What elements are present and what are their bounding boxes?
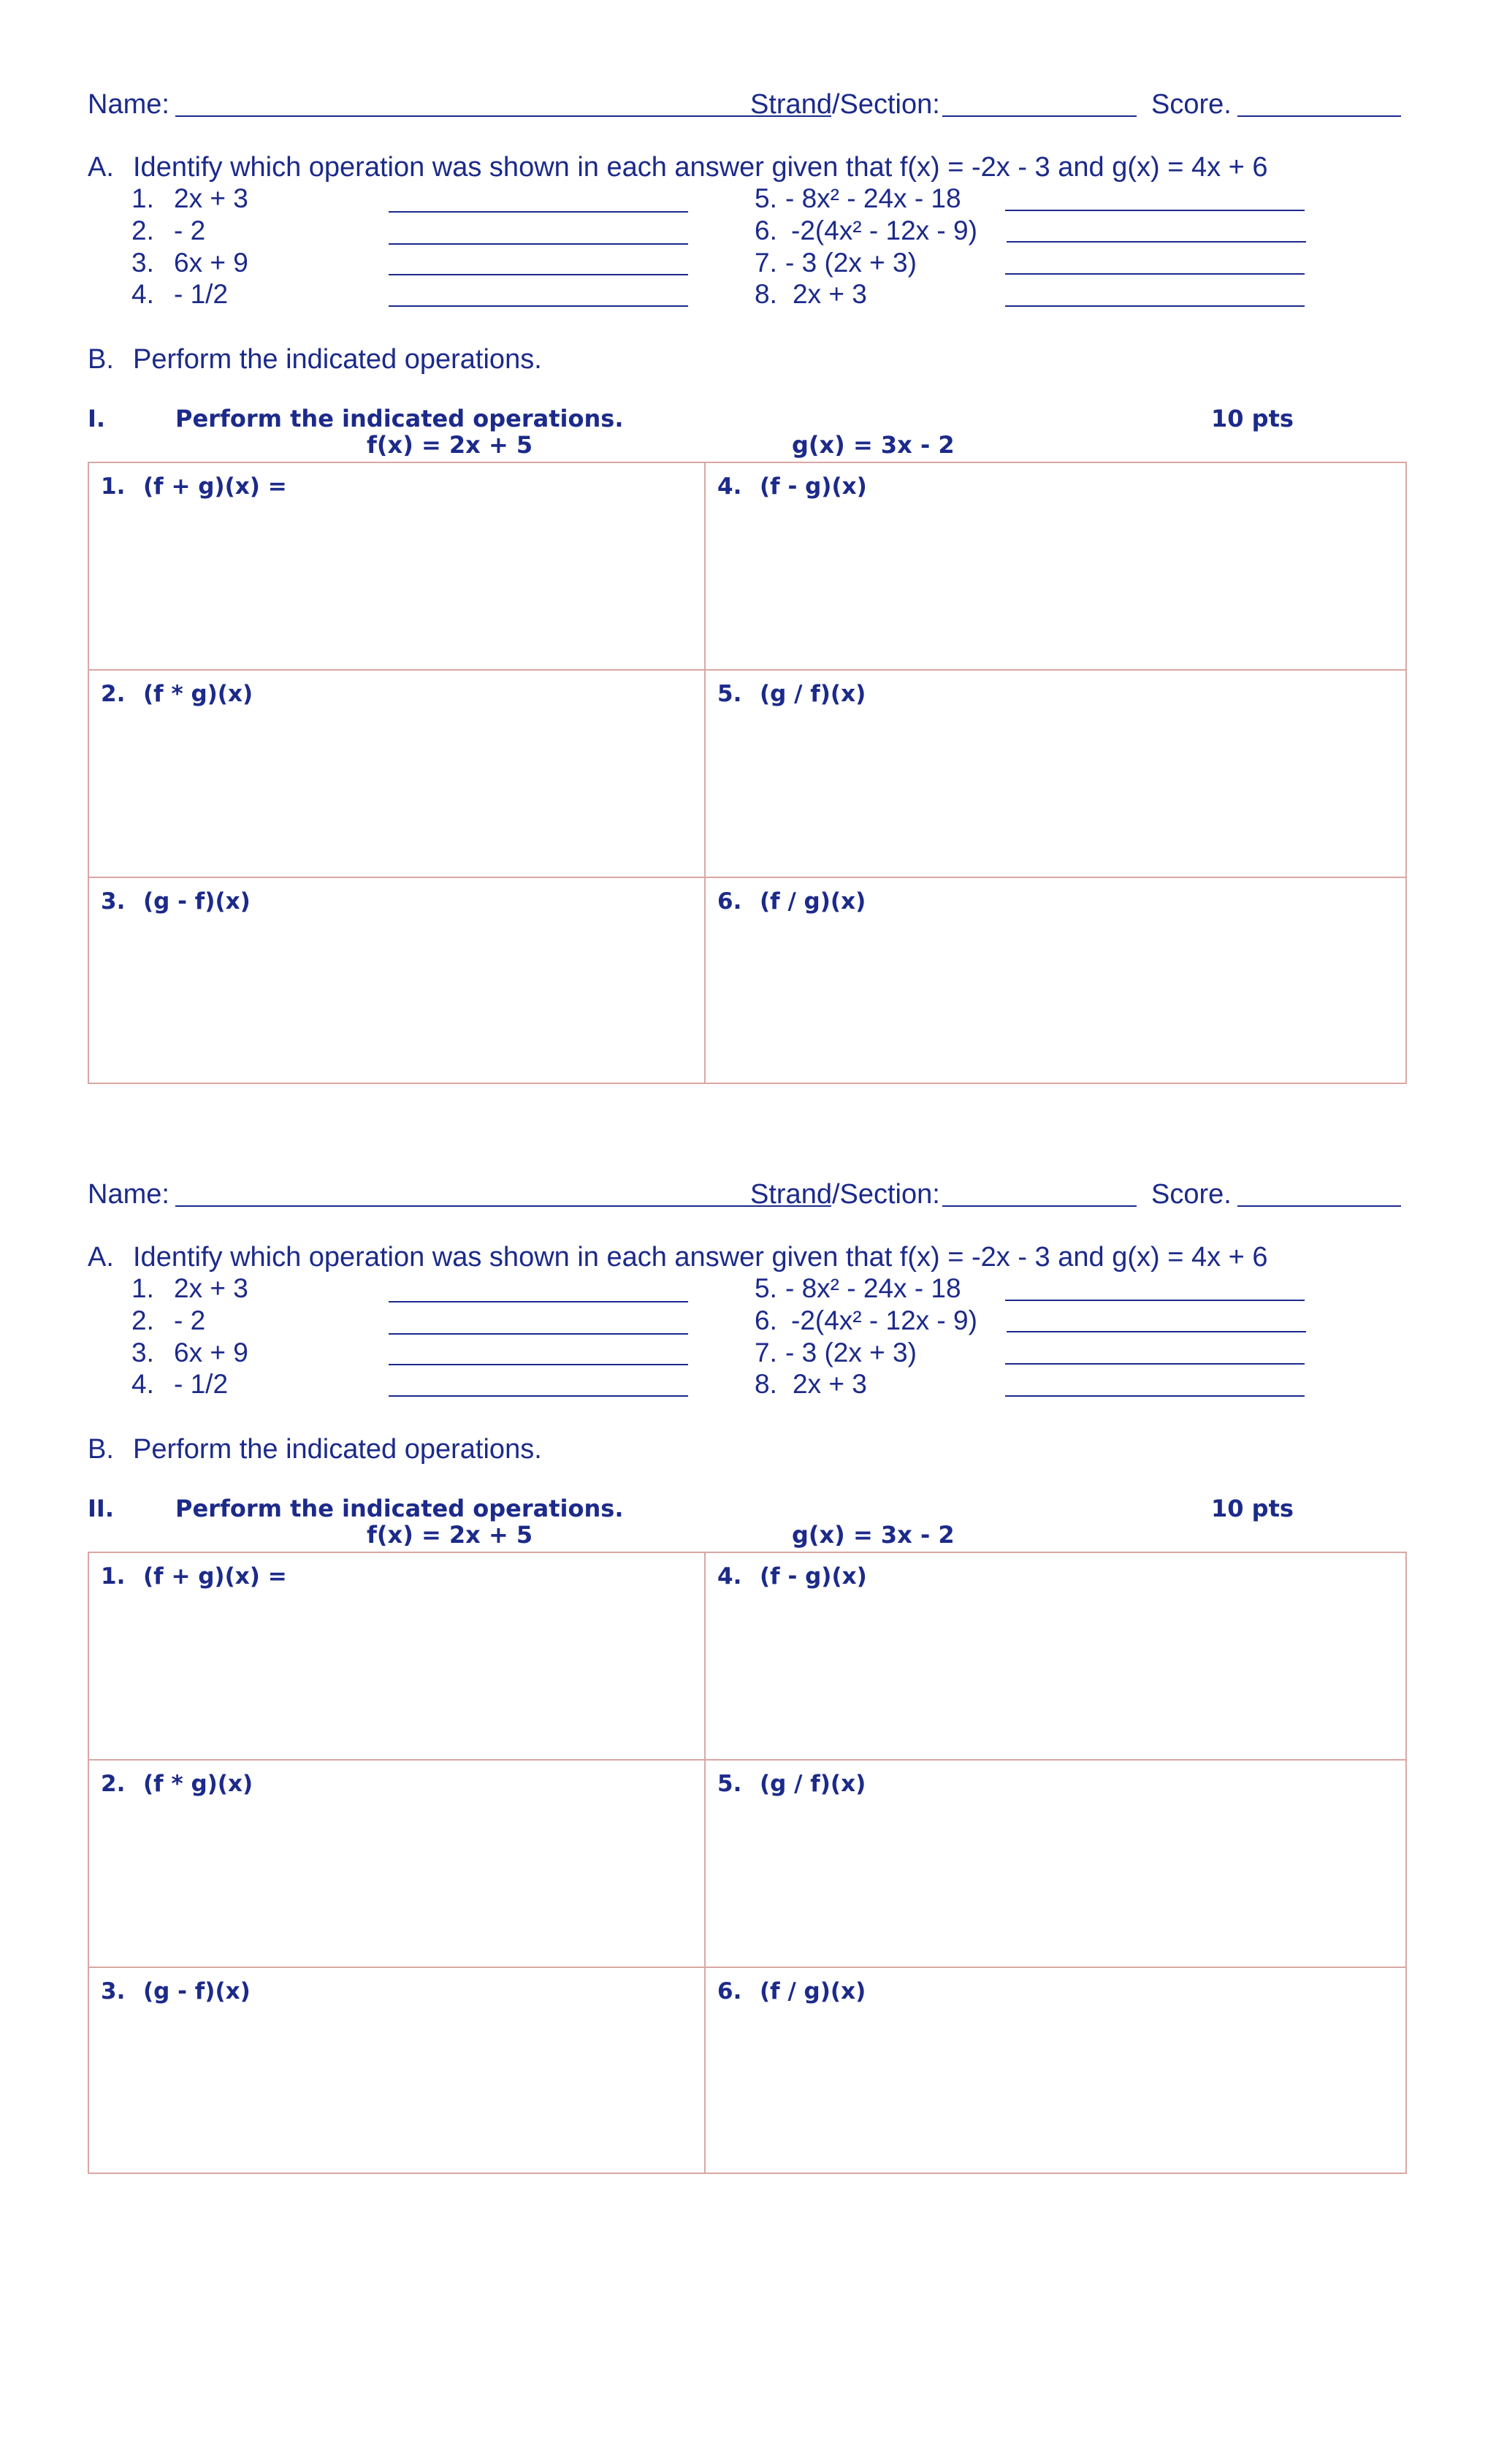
item-expression: - 3 (2x + 3)	[785, 248, 917, 278]
item-expression: - 2	[174, 1305, 206, 1335]
section-b-instruction: Perform the indicated operations.	[133, 1434, 542, 1465]
section-a-letter: A.	[88, 1242, 114, 1273]
answer-line[interactable]	[389, 274, 688, 275]
item-number: 5.	[755, 1273, 777, 1303]
item-number: 2.	[131, 1305, 154, 1335]
item-number: 2.	[131, 215, 154, 245]
answer-cell[interactable]	[89, 463, 706, 671]
item-expression: - 3 (2x + 3)	[785, 1338, 917, 1368]
question-label	[101, 472, 287, 501]
item-number: 4.	[131, 1369, 154, 1399]
answer-line[interactable]	[389, 243, 688, 245]
answer-cell[interactable]	[89, 1761, 706, 1968]
answer-cell[interactable]	[89, 878, 706, 1083]
question-text: (f / g)(x)	[760, 1978, 866, 2005]
question-text: (f - g)(x)	[760, 1563, 867, 1590]
student-info-row	[88, 86, 1402, 123]
part-heading	[88, 405, 1402, 463]
answer-line[interactable]	[1005, 210, 1305, 211]
item-expression: 2x + 3	[793, 279, 867, 309]
answer-line[interactable]	[1007, 241, 1306, 243]
worksheet-copy-1	[0, 0, 1496, 1088]
section-b-letter: B.	[88, 344, 114, 375]
g-definition: g(x) = 3x - 2	[792, 1521, 955, 1549]
answer-cell[interactable]	[89, 671, 706, 878]
item-number: 3.	[131, 1338, 154, 1368]
answer-grid	[88, 1552, 1407, 2174]
answer-cell[interactable]	[706, 671, 1405, 878]
item-expression: - 1/2	[174, 1369, 229, 1399]
question-number: 5.	[717, 681, 742, 707]
question-number: 2.	[101, 1771, 126, 1797]
part-roman-numeral: I.	[88, 405, 106, 432]
answer-line[interactable]	[389, 1333, 688, 1335]
question-label	[717, 887, 866, 916]
question-number: 2.	[101, 681, 126, 707]
score-input-line[interactable]	[1237, 1205, 1401, 1207]
answer-line[interactable]	[1005, 1363, 1305, 1365]
item-expression: 6x + 9	[174, 248, 248, 278]
item-number: 6.	[755, 1305, 777, 1335]
answer-line[interactable]	[1007, 1331, 1306, 1332]
question-text: (f * g)(x)	[143, 1771, 253, 1797]
question-number: 4.	[717, 473, 742, 500]
score-input-line[interactable]	[1237, 115, 1401, 117]
answer-line[interactable]	[389, 305, 688, 307]
question-label	[101, 1769, 253, 1799]
question-label	[101, 1977, 251, 2006]
answer-cell[interactable]	[706, 1968, 1405, 2173]
item-expression: 6x + 9	[174, 1338, 248, 1368]
section-input-line[interactable]	[942, 1205, 1137, 1207]
item-expression: - 1/2	[174, 279, 229, 309]
f-definition: f(x) = 2x + 5	[367, 431, 533, 459]
answer-cell[interactable]	[706, 463, 1405, 671]
answer-line[interactable]	[1005, 273, 1305, 275]
question-text: (g / f)(x)	[760, 1771, 866, 1797]
item-number: 7.	[755, 1338, 777, 1368]
student-info-row	[88, 1176, 1402, 1213]
answer-line[interactable]	[389, 1395, 688, 1397]
question-number: 6.	[717, 888, 742, 915]
section-a-instruction: Identify which operation was shown in each answer given that f(x) = -2x - 3 and g(x) = 4x + 6	[133, 1242, 1268, 1273]
section-a-instruction: Identify which operation was shown in each answer given that f(x) = -2x - 3 and g(x) = 4x + 6	[133, 152, 1268, 183]
answer-line[interactable]	[389, 211, 688, 213]
item-expression: 2x + 3	[793, 1369, 867, 1399]
item-number: 1.	[131, 1273, 154, 1303]
question-number: 3.	[101, 1978, 126, 2005]
section-a-letter: A.	[88, 152, 114, 183]
part-roman-numeral: II.	[88, 1495, 114, 1522]
answer-line[interactable]	[389, 1301, 688, 1302]
part-heading	[88, 1495, 1402, 1553]
part-points: 10 pts	[1211, 405, 1294, 432]
question-text: (g / f)(x)	[760, 681, 866, 707]
item-number: 1.	[131, 183, 154, 213]
item-number: 3.	[131, 248, 154, 278]
question-number: 1.	[101, 473, 126, 500]
part-points: 10 pts	[1211, 1495, 1294, 1522]
question-label	[717, 472, 867, 501]
item-number: 8.	[755, 279, 777, 309]
item-expression: -2(4x² - 12x - 9)	[791, 215, 977, 245]
answer-cell[interactable]	[89, 1968, 706, 2173]
item-number: 4.	[131, 279, 154, 309]
part-title: Perform the indicated operations.	[175, 1495, 624, 1522]
section-input-line[interactable]	[942, 115, 1137, 117]
item-number: 7.	[755, 248, 777, 278]
name-input-line[interactable]	[175, 1205, 831, 1207]
question-text: (g - f)(x)	[143, 1978, 251, 2005]
question-label	[101, 679, 253, 709]
item-number: 8.	[755, 1369, 777, 1399]
answer-cell[interactable]	[706, 878, 1405, 1083]
question-label	[717, 1562, 867, 1591]
worksheet-copy-2	[0, 1090, 1496, 2178]
item-number: 5.	[755, 183, 777, 213]
question-label	[717, 1977, 866, 2006]
section-label: Strand/Section:	[750, 89, 940, 120]
item-expression: 2x + 3	[174, 183, 248, 213]
answer-line[interactable]	[1005, 1300, 1305, 1301]
answer-cell[interactable]	[706, 1553, 1405, 1761]
question-text: (f * g)(x)	[143, 681, 253, 707]
g-definition: g(x) = 3x - 2	[792, 431, 955, 459]
question-number: 6.	[717, 1978, 742, 2005]
question-text: (g - f)(x)	[143, 888, 251, 915]
question-text: (f - g)(x)	[760, 473, 867, 500]
answer-line[interactable]	[1005, 1395, 1305, 1397]
question-text: (f / g)(x)	[760, 888, 866, 915]
answer-cell[interactable]	[706, 1761, 1405, 1968]
question-text: (f + g)(x) =	[143, 473, 287, 500]
question-label	[101, 887, 251, 916]
name-input-line[interactable]	[175, 115, 831, 117]
f-definition: f(x) = 2x + 5	[367, 1521, 533, 1549]
question-text: (f + g)(x) =	[143, 1563, 287, 1590]
answer-line[interactable]	[389, 1364, 688, 1365]
answer-grid	[88, 462, 1407, 1084]
score-label: Score.	[1151, 1179, 1232, 1210]
score-label: Score.	[1151, 89, 1232, 120]
question-number: 5.	[717, 1771, 742, 1797]
section-label: Strand/Section:	[750, 1179, 940, 1210]
question-number: 1.	[101, 1563, 126, 1590]
name-label: Name:	[88, 89, 169, 120]
question-number: 4.	[717, 1563, 742, 1590]
answer-cell[interactable]	[89, 1553, 706, 1761]
question-label	[717, 679, 866, 709]
question-label	[717, 1769, 866, 1799]
answer-line[interactable]	[1005, 305, 1305, 307]
item-expression: -2(4x² - 12x - 9)	[791, 1305, 977, 1335]
question-label	[101, 1562, 287, 1591]
item-expression: - 8x² - 24x - 18	[785, 1273, 961, 1303]
section-b-letter: B.	[88, 1434, 114, 1465]
part-title: Perform the indicated operations.	[175, 405, 624, 432]
item-number: 6.	[755, 215, 777, 245]
item-expression: - 2	[174, 215, 206, 245]
question-number: 3.	[101, 888, 126, 915]
item-expression: - 8x² - 24x - 18	[785, 183, 961, 213]
section-b-instruction: Perform the indicated operations.	[133, 344, 542, 375]
item-expression: 2x + 3	[174, 1273, 248, 1303]
name-label: Name:	[88, 1179, 169, 1210]
